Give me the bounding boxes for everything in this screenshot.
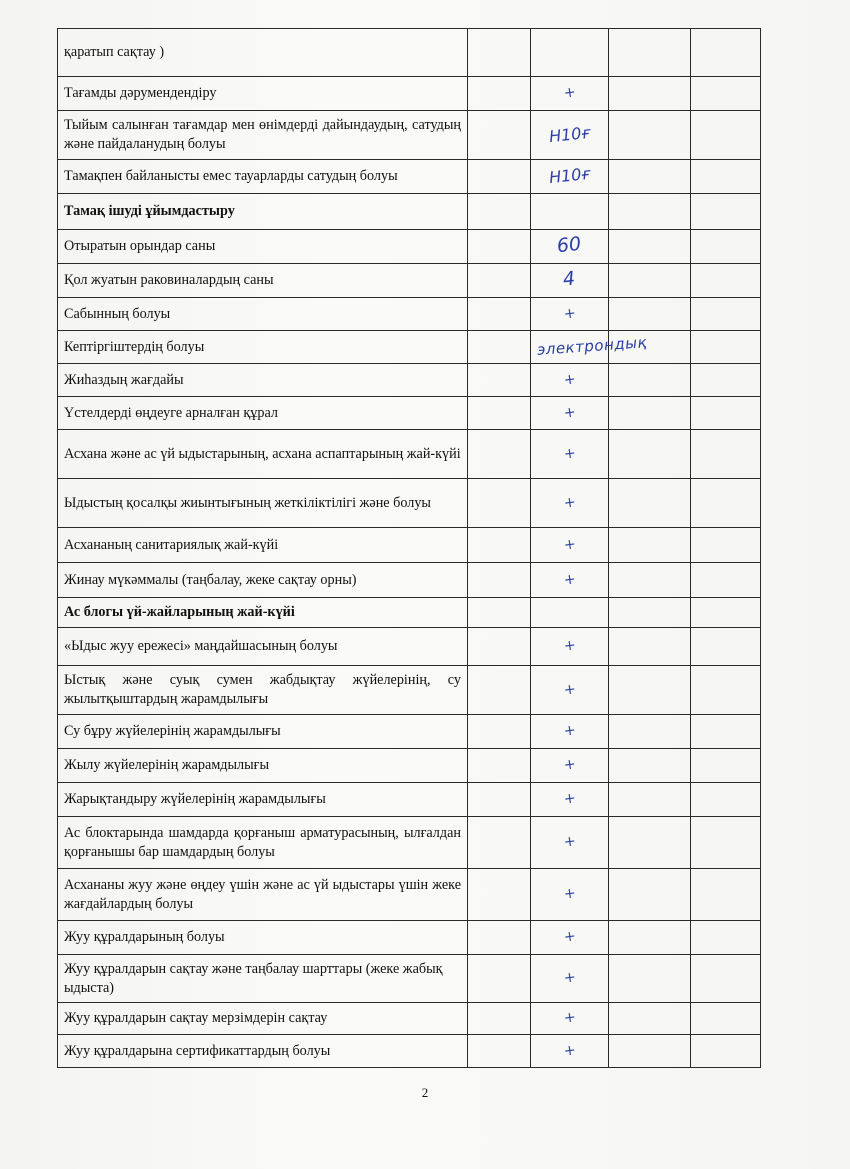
empty-cell bbox=[691, 869, 761, 921]
handwritten-mark bbox=[531, 364, 609, 397]
empty-cell bbox=[468, 194, 531, 230]
table-row bbox=[58, 528, 761, 563]
handwritten-mark bbox=[531, 528, 609, 563]
empty-cell bbox=[468, 869, 531, 921]
criterion-label: Үстелдерді өңдеуге арналған құрал bbox=[58, 397, 468, 430]
empty-cell bbox=[468, 331, 531, 364]
empty-cell bbox=[691, 1035, 761, 1068]
empty-cell bbox=[468, 921, 531, 955]
mark-text: + bbox=[562, 493, 577, 512]
mark-text: + bbox=[562, 570, 577, 589]
table-row bbox=[58, 1003, 761, 1035]
empty-cell bbox=[468, 397, 531, 430]
mark-text: 4 bbox=[562, 267, 577, 291]
empty-cell bbox=[691, 194, 761, 230]
table-row bbox=[58, 111, 761, 160]
mark-text: + bbox=[562, 637, 577, 655]
empty-cell bbox=[691, 1003, 761, 1035]
section-heading: Ас блогы үй-жайларының жай-күйі bbox=[58, 598, 468, 628]
empty-cell bbox=[609, 1035, 691, 1068]
table-row bbox=[58, 230, 761, 264]
criterion-label: Асхананың санитариялық жай-күйі bbox=[58, 528, 468, 563]
empty-cell bbox=[468, 528, 531, 563]
empty-cell bbox=[468, 160, 531, 194]
handwritten-mark bbox=[531, 783, 609, 817]
empty-cell bbox=[609, 715, 691, 749]
criterion-label: Жарықтандыру жүйелерінің жарамдылығы bbox=[58, 783, 468, 817]
handwritten-mark bbox=[531, 298, 609, 331]
handwritten-mark bbox=[531, 111, 609, 160]
empty-cell bbox=[609, 264, 691, 298]
table-row bbox=[58, 563, 761, 598]
handwritten-mark bbox=[531, 160, 609, 194]
table-row bbox=[58, 921, 761, 955]
table-row bbox=[58, 479, 761, 528]
empty-cell bbox=[691, 715, 761, 749]
table-row bbox=[58, 1035, 761, 1068]
criterion-label: Жуу құралдарын сақтау мерзімдерін сақтау bbox=[58, 1003, 468, 1035]
criterion-label: Сабынның болуы bbox=[58, 298, 468, 331]
mark-text: электрондық bbox=[536, 333, 648, 359]
table-row bbox=[58, 77, 761, 111]
empty-cell bbox=[691, 230, 761, 264]
empty-cell bbox=[691, 111, 761, 160]
criterion-label: Асхана және ас үй ыдыстарының, асхана аспаптарының жай-күйі bbox=[58, 430, 468, 479]
empty-cell bbox=[609, 364, 691, 397]
handwritten-mark bbox=[531, 331, 648, 364]
handwritten-mark bbox=[531, 598, 609, 628]
empty-cell bbox=[468, 479, 531, 528]
empty-cell bbox=[691, 921, 761, 955]
empty-cell bbox=[468, 783, 531, 817]
empty-cell bbox=[691, 628, 761, 666]
empty-cell bbox=[609, 29, 691, 77]
mark-text: Н10ғ bbox=[547, 163, 592, 188]
empty-cell bbox=[691, 955, 761, 1003]
table-row bbox=[58, 749, 761, 783]
empty-cell bbox=[609, 628, 691, 666]
criterion-label: Асхананы жуу және өңдеу үшін және ас үй ыдыстары үшін жеке жағдайлардың болуы bbox=[58, 869, 468, 921]
empty-cell bbox=[609, 160, 691, 194]
empty-cell bbox=[691, 666, 761, 715]
table-row bbox=[58, 264, 761, 298]
empty-cell bbox=[691, 528, 761, 563]
criterion-label: «Ыдыс жуу ережесі» маңдайшасының болуы bbox=[58, 628, 468, 666]
empty-cell bbox=[468, 666, 531, 715]
criterion-label: Су бұру жүйелерінің жарамдылығы bbox=[58, 715, 468, 749]
handwritten-mark bbox=[531, 666, 609, 715]
table-row bbox=[58, 783, 761, 817]
table-row bbox=[58, 430, 761, 479]
empty-cell bbox=[691, 77, 761, 111]
section-row bbox=[58, 194, 761, 230]
empty-cell bbox=[609, 955, 691, 1003]
empty-cell bbox=[691, 479, 761, 528]
empty-cell bbox=[691, 430, 761, 479]
empty-cell bbox=[468, 364, 531, 397]
empty-cell bbox=[468, 1003, 531, 1035]
empty-cell bbox=[609, 479, 691, 528]
section-heading: Тамақ ішуді ұйымдастыру bbox=[58, 194, 468, 230]
empty-cell bbox=[468, 230, 531, 264]
empty-cell bbox=[691, 331, 761, 364]
criterion-label: Жылу жүйелерінің жарамдылығы bbox=[58, 749, 468, 783]
page-number: 2 bbox=[421, 1085, 429, 1100]
empty-cell bbox=[609, 869, 691, 921]
empty-cell bbox=[691, 783, 761, 817]
handwritten-mark bbox=[531, 397, 609, 430]
mark-text: + bbox=[562, 304, 577, 323]
table-row bbox=[58, 364, 761, 397]
mark-text: + bbox=[562, 680, 577, 699]
empty-cell bbox=[609, 397, 691, 430]
empty-cell bbox=[609, 230, 691, 264]
table-row bbox=[58, 298, 761, 331]
table-row bbox=[58, 29, 761, 77]
table-row bbox=[58, 628, 761, 666]
handwritten-mark bbox=[531, 715, 609, 749]
handwritten-mark bbox=[531, 479, 609, 528]
handwritten-mark bbox=[531, 921, 609, 955]
handwritten-mark bbox=[531, 264, 609, 298]
handwritten-mark bbox=[531, 955, 609, 1003]
handwritten-mark bbox=[531, 230, 609, 264]
empty-cell bbox=[691, 29, 761, 77]
empty-cell bbox=[609, 817, 691, 869]
handwritten-mark bbox=[531, 29, 609, 77]
mark-text: + bbox=[562, 444, 577, 463]
mark-text: 60 bbox=[556, 232, 583, 258]
empty-cell bbox=[609, 749, 691, 783]
empty-cell bbox=[468, 298, 531, 331]
empty-cell bbox=[468, 628, 531, 666]
empty-cell bbox=[609, 298, 691, 331]
table-row bbox=[58, 160, 761, 194]
empty-cell bbox=[609, 783, 691, 817]
table-row bbox=[58, 715, 761, 749]
criterion-label: Жуу құралдарына сертификаттардың болуы bbox=[58, 1035, 468, 1068]
empty-cell bbox=[691, 160, 761, 194]
empty-cell bbox=[691, 563, 761, 598]
criterion-label: Жуу құралдарының болуы bbox=[58, 921, 468, 955]
section-row bbox=[58, 598, 761, 628]
handwritten-mark bbox=[531, 563, 609, 598]
criterion-label: Кептіргіштердің болуы bbox=[58, 331, 468, 364]
empty-cell bbox=[609, 77, 691, 111]
empty-cell bbox=[609, 563, 691, 598]
criterion-label: Тағамды дәрумендендіру bbox=[58, 77, 468, 111]
criterion-label: Ыстық және суық сумен жабдықтау жүйелерінің, су жылытқыштардың жарамдылығы bbox=[58, 666, 468, 715]
empty-cell bbox=[609, 598, 691, 628]
empty-cell bbox=[468, 955, 531, 1003]
criterion-label: Ыдыстың қосалқы жиынтығының жеткіліктілігі және болуы bbox=[58, 479, 468, 528]
criterion-label: Ас блоктарында шамдарда қорғаныш арматурасының, ылғалдан қорғанышы бар шамдардың болуы bbox=[58, 817, 468, 869]
criterion-label: Жуу құралдарын сақтау және таңбалау шарттары (жеке жабық ыдыста) bbox=[58, 955, 468, 1003]
empty-cell bbox=[609, 666, 691, 715]
empty-cell bbox=[691, 598, 761, 628]
handwritten-mark bbox=[531, 628, 609, 666]
mark-text: + bbox=[562, 885, 577, 903]
empty-cell bbox=[691, 817, 761, 869]
table-row bbox=[58, 869, 761, 921]
empty-cell bbox=[468, 817, 531, 869]
mark-text: + bbox=[562, 370, 577, 389]
empty-cell bbox=[468, 264, 531, 298]
mark-text: + bbox=[562, 1041, 577, 1060]
empty-cell bbox=[691, 364, 761, 397]
criterion-label: Тамақпен байланысты емес тауарларды сатудың болуы bbox=[58, 160, 468, 194]
criterion-label: Жиһаздың жағдайы bbox=[58, 364, 468, 397]
checklist-rows bbox=[58, 29, 761, 1068]
mark-text: + bbox=[562, 403, 577, 422]
handwritten-mark bbox=[531, 1035, 609, 1068]
empty-cell bbox=[468, 563, 531, 598]
empty-cell bbox=[609, 1003, 691, 1035]
criterion-label: Қол жуатын раковиналардың саны bbox=[58, 264, 468, 298]
empty-cell bbox=[691, 298, 761, 331]
handwritten-mark bbox=[531, 77, 609, 111]
mark-text: + bbox=[562, 756, 577, 774]
empty-cell bbox=[468, 77, 531, 111]
empty-cell bbox=[609, 921, 691, 955]
empty-cell bbox=[609, 430, 691, 479]
empty-cell bbox=[468, 1035, 531, 1068]
empty-cell bbox=[609, 528, 691, 563]
mark-text: + bbox=[562, 1009, 577, 1027]
empty-cell bbox=[468, 430, 531, 479]
mark-text: + bbox=[562, 535, 577, 554]
mark-text: + bbox=[562, 833, 577, 851]
mark-text: + bbox=[562, 928, 577, 946]
table-row bbox=[58, 817, 761, 869]
criterion-label: Жинау мүкәммалы (таңбалау, жеке сақтау орны) bbox=[58, 563, 468, 598]
criterion-label: қаратып сақтау ) bbox=[58, 29, 468, 77]
empty-cell bbox=[691, 264, 761, 298]
mark-text: + bbox=[562, 84, 577, 102]
empty-cell bbox=[468, 715, 531, 749]
criterion-label: Отыратын орындар саны bbox=[58, 230, 468, 264]
empty-cell bbox=[691, 397, 761, 430]
mark-text: Н10ғ bbox=[547, 122, 592, 146]
handwritten-mark bbox=[531, 430, 609, 479]
handwritten-mark bbox=[531, 194, 609, 230]
handwritten-mark bbox=[531, 817, 609, 869]
empty-cell bbox=[691, 749, 761, 783]
empty-cell bbox=[468, 749, 531, 783]
checklist-table bbox=[57, 28, 761, 1068]
table-row bbox=[58, 331, 761, 364]
empty-cell bbox=[609, 194, 691, 230]
mark-text: + bbox=[562, 969, 577, 987]
table-row bbox=[58, 955, 761, 1003]
mark-text: + bbox=[562, 722, 577, 740]
empty-cell bbox=[468, 29, 531, 77]
empty-cell bbox=[468, 598, 531, 628]
handwritten-mark bbox=[531, 1003, 609, 1035]
empty-cell bbox=[609, 111, 691, 160]
table-row bbox=[58, 397, 761, 430]
criterion-label: Тыйым салынған тағамдар мен өнімдерді дайындаудың, сатудың және пайдаланудың болуы bbox=[58, 111, 468, 160]
table-row bbox=[58, 666, 761, 715]
mark-text: + bbox=[562, 790, 577, 808]
empty-cell bbox=[468, 111, 531, 160]
handwritten-mark bbox=[531, 749, 609, 783]
handwritten-mark bbox=[531, 869, 609, 921]
